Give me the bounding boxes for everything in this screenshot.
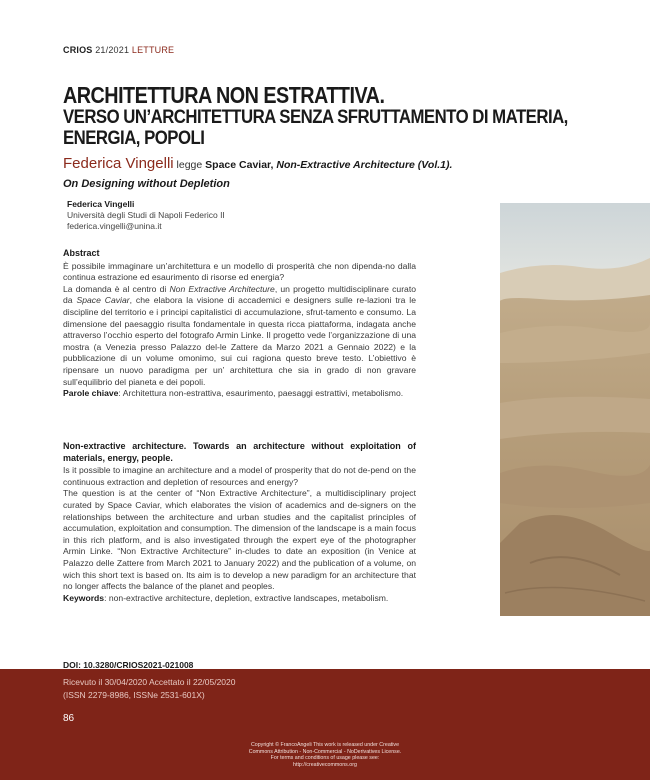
- copyright-line-3: For terms and conditions of usage please see:: [270, 755, 380, 762]
- submission-dates: [63, 676, 235, 701]
- received-accepted: Ricevuto il 30/04/2020 Accettato il 22/05/2020: [63, 677, 236, 687]
- author-name: Federica Vingelli: [67, 199, 135, 209]
- abstract-english: [63, 441, 416, 604]
- author-email[interactable]: federica.vingelli@unina.it: [67, 221, 162, 231]
- title-line-3: ENERGIA, POPOLI: [63, 127, 205, 149]
- keywords-it: [63, 388, 416, 400]
- author-block: [67, 199, 225, 232]
- keywords-en-list: : non-extractive architecture, depletion, extractive landscapes, metabolism.: [104, 592, 389, 603]
- abstract-heading: Abstract: [63, 248, 100, 258]
- book-subtitle: On Designing without Depletion: [63, 178, 230, 190]
- copyright-link[interactable]: http://creativecommons.org: [293, 761, 357, 768]
- review-verb: legge: [176, 159, 203, 171]
- keywords-en-label: Keywords: [63, 592, 105, 603]
- running-head: [63, 45, 174, 55]
- doi[interactable]: DOI: 10.3280/CRIOS2021-021008: [63, 660, 194, 670]
- abstract-it-p2-mid: , un progetto multidisciplinare curato da: [63, 283, 416, 306]
- abstract-it-p1: È possibile immaginare un’architettura e un modello di prosperità che non dipenda-no dalla continua estrazione ed esaurimento di risorse ed energia?: [63, 260, 416, 283]
- reviewer-line: [63, 155, 452, 172]
- copyright-notice: [210, 742, 440, 768]
- title-line-1: ARCHITETTURA NON ESTRATTIVA.: [63, 82, 385, 108]
- keywords-it-label: Parole chiave: [63, 388, 119, 399]
- issn: (ISSN 2279-8986, ISSNe 2531-601X): [63, 689, 205, 700]
- journal-section: LETTURE: [131, 45, 175, 55]
- abstract-italian: [63, 248, 416, 400]
- article-title: [63, 82, 568, 149]
- abstract-it-p2-pre: La domanda è al centro di: [63, 283, 170, 294]
- journal-issue: 21/2021: [95, 45, 130, 55]
- keywords-it-list: : Architettura non-estrattiva, esaurimento, paesaggi estrattivi, metabolismo.: [118, 388, 404, 399]
- landscape-photo: [500, 203, 650, 616]
- author-affiliation: Università degli Studi di Napoli Federico II: [67, 210, 225, 220]
- keywords-en: [63, 593, 416, 605]
- abstract-it-italic-2: Space Caviar: [76, 295, 130, 306]
- journal-brand: CRIOS: [63, 45, 93, 55]
- abstract-en-p1: Is it possible to imagine an architecture and a model of prosperity that do not de-pend on the continuous extraction and depletion of resources and energy?: [63, 465, 416, 487]
- abstract-it-p2-post: , che elabora la visione di accademici e designers sulle re-lazioni tra le discipline del territorio e i principi capitalistici di accumulazione, sfrut-tamento e consumo. La dimensione del paesaggio risulta fondamentale in questa ricca piattaforma, indagata anche attraverso l’occhio esperto del fotografo Armin Linke. Il progetto vede l’organizzazione di una mostra (a Venezia presso Palazzo del-le Zattere da Marzo 2021 a Gennaio 2022) e la pubblicazione di un volume omonimo, sui cui ragiona questo breve testo. L’obiettivo è ripensare un nuovo paradigma per un’ architettura che sia in grado di non gravare sull’equilibrio del pianeta e dei popoli.: [63, 295, 416, 387]
- reviewer-name: Federica Vingelli: [63, 155, 174, 172]
- landscape-photo-image: [500, 203, 650, 616]
- abstract-en-heading: Non-extractive architecture. Towards an architecture without exploitation of materials, energy, people.: [63, 441, 416, 463]
- abstract-en-p2: The question is at the center of “Non Extractive Architecture”, a multidisciplinary project curated by Space Caviar, which elaborates the vision of academics and de-signers on the relationships between the architecture and urban studies and the capitalist principles of accumulation, exploitation and consumption. The dimension of the landscape is a main focus in this rich platform, and is also investigated through the expert eye of the photographer Armin Linke. “Non Extractive Architecture” in-cludes to date an exposition (in Venice at Palazzo delle Zattere from March 2021 to January 2022) and the publication of a volume, on wich this short text is based on. Its aim is to develop a new paradigm for an architecture that no longer affects the balance of the planet and peoples.: [63, 488, 416, 592]
- page-number: 86: [63, 713, 75, 724]
- copyright-line-1: Copyright © FrancoAngeli This work is released under Creative: [250, 742, 400, 748]
- copyright-line-2: Commons Attribution - Non-Commercial - NoDerivatives License.: [248, 748, 402, 755]
- abstract-it-italic-1: Non Extractive Architecture: [169, 283, 275, 294]
- book-title: Non-Extractive Architecture (Vol.1).: [276, 159, 453, 171]
- title-line-2: VERSO UN’ARCHITETTURA SENZA SFRUTTAMENTO DI MATERIA,: [63, 106, 568, 128]
- book-reference: [205, 159, 452, 171]
- book-author: Space Caviar,: [205, 159, 274, 171]
- abstract-it-p2: [63, 284, 416, 388]
